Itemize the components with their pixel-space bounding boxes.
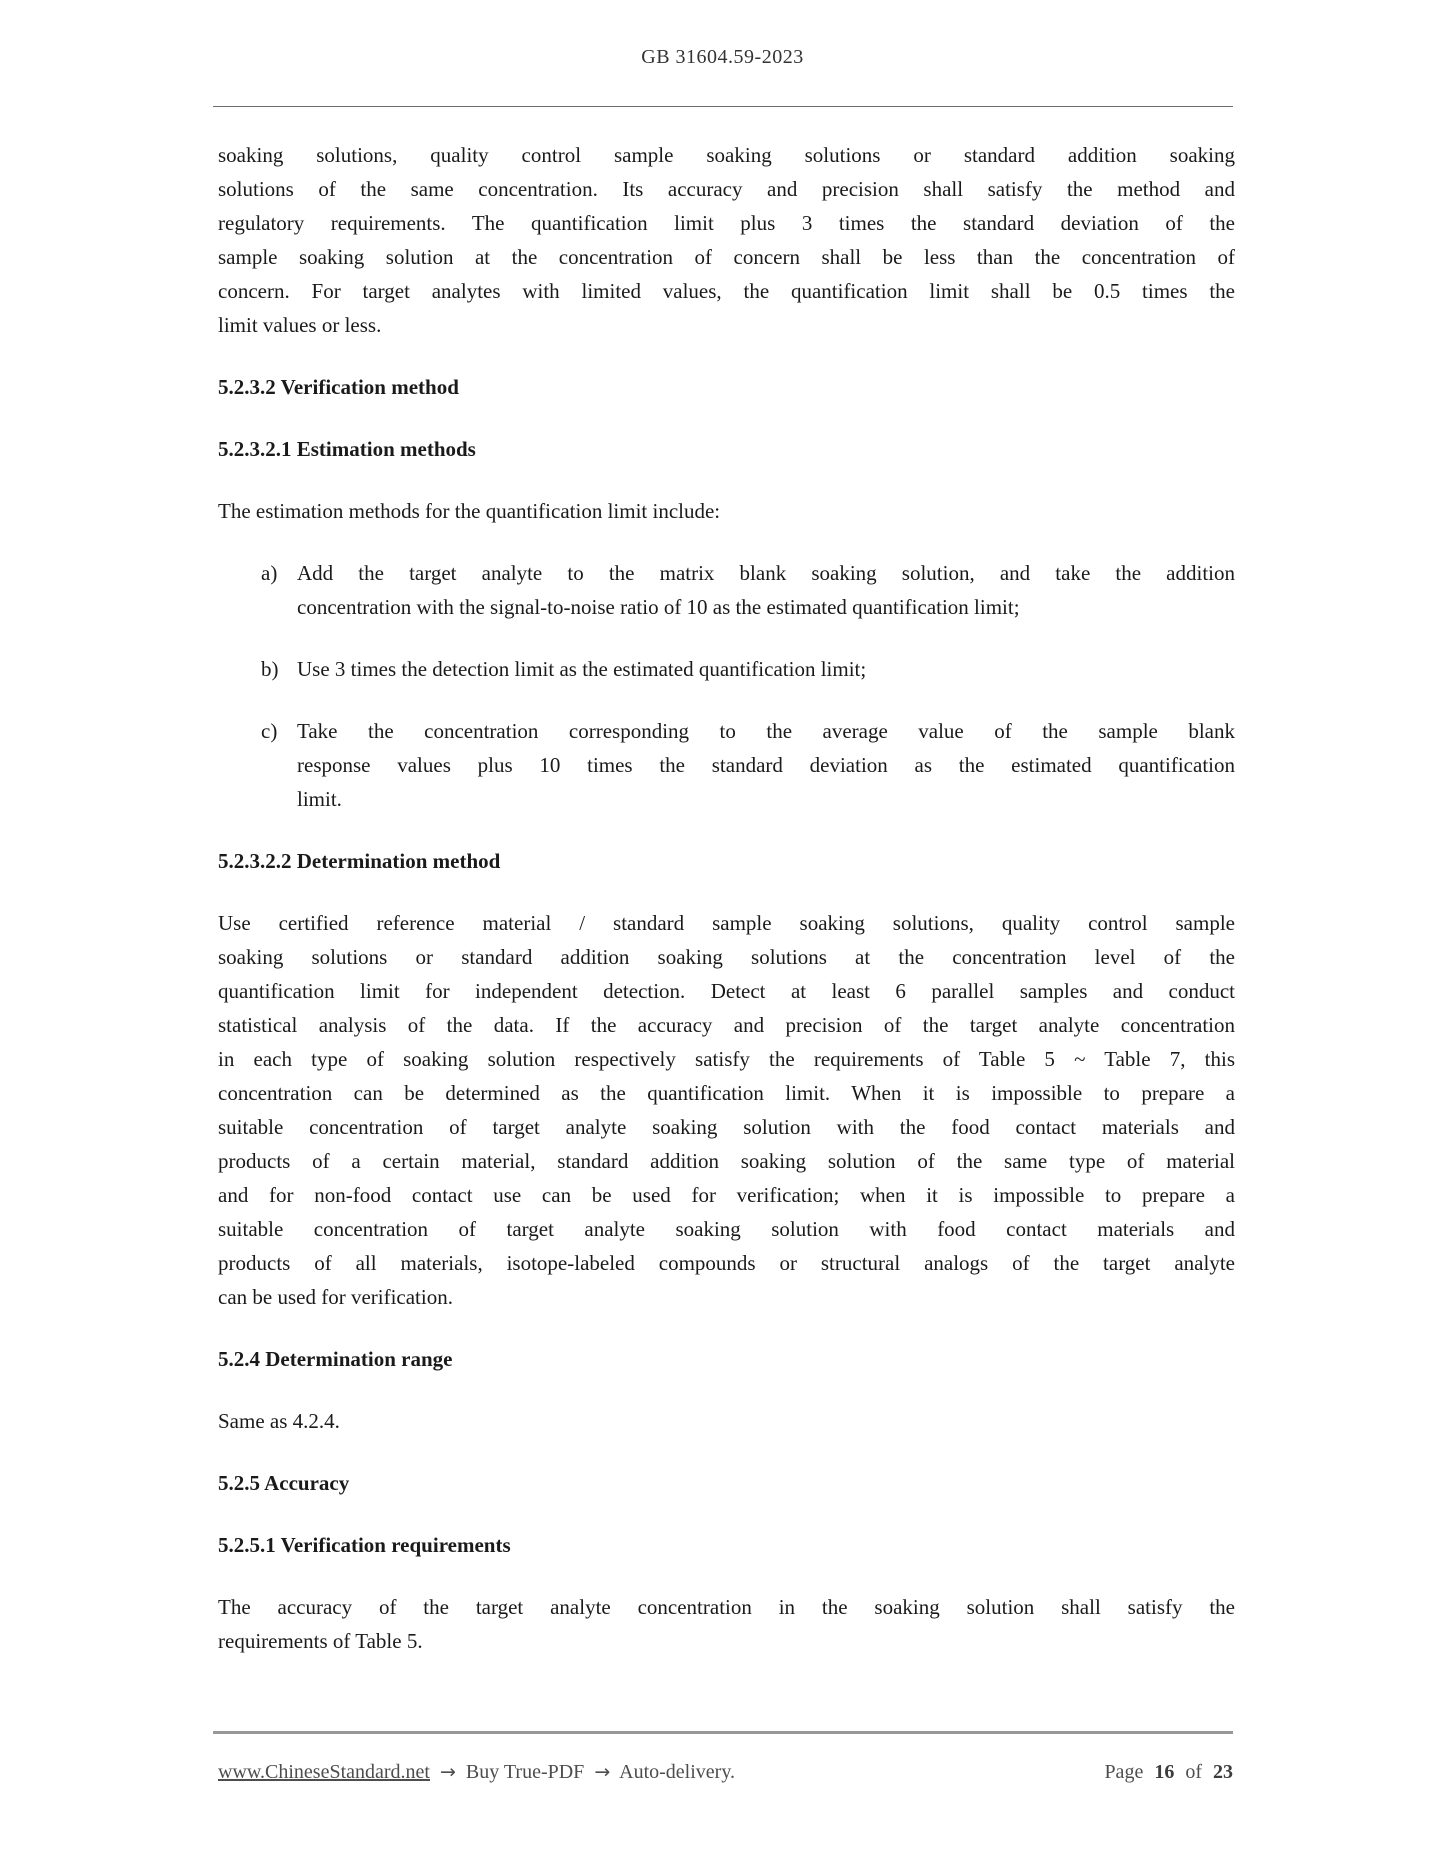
heading-5-2-3-2-verification-method: 5.2.3.2 Verification method <box>218 375 459 399</box>
text-line: limit. <box>297 787 342 811</box>
footer-delivery-label: Auto-delivery. <box>619 1761 736 1783</box>
page-indicator <box>1098 1757 1233 1787</box>
website-link[interactable]: www.ChineseStandard.net <box>218 1761 430 1783</box>
text-line: The accuracy of the target analyte concentration in the soaking solution shall satisfy the <box>218 1595 1235 1619</box>
page-label: Page <box>1104 1761 1144 1783</box>
page-number-current: 16 <box>1154 1761 1175 1783</box>
text-line: requirements of Table 5. <box>218 1629 423 1653</box>
list-item-c-text <box>297 714 1235 816</box>
page-of-label: of <box>1185 1761 1202 1783</box>
heading-5-2-3-2-2-determination-method: 5.2.3.2.2 Determination method <box>218 849 501 873</box>
page-footer <box>218 1757 1233 1787</box>
footer-divider <box>213 1731 1233 1734</box>
footer-source-line <box>218 1757 740 1787</box>
text-line: suitable concentration of target analyte soaking solution with food contact materials and <box>218 1217 1235 1241</box>
list-marker-a: a) <box>261 561 278 585</box>
list-item-b-text <box>297 652 1235 686</box>
heading-5-2-5-1-verification-requirements: 5.2.5.1 Verification requirements <box>218 1533 511 1557</box>
list-marker-b: b) <box>261 657 279 681</box>
text-line: Use 3 times the detection limit as the estimated quantification limit; <box>297 657 867 681</box>
text-line: Take the concentration corresponding to the average value of the sample blank <box>297 719 1235 743</box>
heading-5-2-4-determination-range: 5.2.4 Determination range <box>218 1347 453 1371</box>
arrow-icon: → <box>594 1761 611 1783</box>
heading-5-2-5-accuracy: 5.2.5 Accuracy <box>218 1471 350 1495</box>
text-line: soaking solutions, quality control sample soaking solutions or standard addition soaking <box>218 143 1235 167</box>
header-divider <box>213 106 1233 107</box>
text-line: quantification limit for independent detection. Detect at least 6 parallel samples and conduct <box>218 979 1235 1003</box>
page-header <box>213 46 1232 69</box>
text-line: concern. For target analytes with limited values, the quantification limit shall be 0.5 times the <box>218 279 1235 303</box>
text-line: suitable concentration of target analyte soaking solution with the food contact materials and <box>218 1115 1235 1139</box>
heading-5-2-3-2-1-estimation-methods: 5.2.3.2.1 Estimation methods <box>218 437 476 461</box>
arrow-icon: → <box>440 1761 456 1783</box>
text-line: products of a certain material, standard addition soaking solution of the same type of material <box>218 1149 1235 1173</box>
list-item-a-text <box>297 556 1235 624</box>
text-line: sample soaking solution at the concentration of concern shall be less than the concentration of <box>218 245 1235 269</box>
list-item-b <box>218 652 1235 686</box>
list-marker-c: c) <box>261 719 278 743</box>
text-line: soaking solutions or standard addition soaking solutions at the concentration level of the <box>218 945 1235 969</box>
doc-number: GB 31604.59-2023 <box>641 46 804 68</box>
text-line: statistical analysis of the data. If the accuracy and precision of the target analyte concentration <box>218 1013 1235 1037</box>
text-line: concentration can be determined as the quantification limit. When it is impossible to prepare a <box>218 1081 1235 1105</box>
list-item-a <box>218 556 1235 624</box>
page-number-total: 23 <box>1213 1761 1233 1783</box>
paragraph-estimation-intro: The estimation methods for the quantification limit include: <box>218 499 721 523</box>
text-line: and for non-food contact use can be used for verification; when it is impossible to prepare a <box>218 1183 1235 1207</box>
text-line: can be used for verification. <box>218 1285 453 1309</box>
document-content <box>218 138 1235 1686</box>
text-line: Add the target analyte to the matrix blank soaking solution, and take the addition <box>297 561 1235 585</box>
text-line: limit values or less. <box>218 313 382 337</box>
text-line: concentration with the signal-to-noise ratio of 10 as the estimated quantification limit; <box>297 595 1020 619</box>
paragraph-quantification-limit <box>218 138 1235 342</box>
text-line: in each type of soaking solution respectively satisfy the requirements of Table 5 ~ Table 7, this <box>218 1047 1235 1071</box>
text-line: Use certified reference material / standard sample soaking solutions, quality control sample <box>218 911 1235 935</box>
paragraph-accuracy <box>218 1590 1235 1658</box>
paragraph-determination-method <box>218 906 1235 1314</box>
text-line: regulatory requirements. The quantification limit plus 3 times the standard deviation of the <box>218 211 1235 235</box>
footer-buy-label: Buy True-PDF <box>465 1761 585 1783</box>
list-item-c <box>218 714 1235 816</box>
text-line: products of all materials, isotope-labeled compounds or structural analogs of the target analyte <box>218 1251 1235 1275</box>
text-line: solutions of the same concentration. Its accuracy and precision shall satisfy the method and <box>218 177 1235 201</box>
text-line: response values plus 10 times the standard deviation as the estimated quantification <box>297 753 1235 777</box>
paragraph-same-as: Same as 4.2.4. <box>218 1409 340 1433</box>
